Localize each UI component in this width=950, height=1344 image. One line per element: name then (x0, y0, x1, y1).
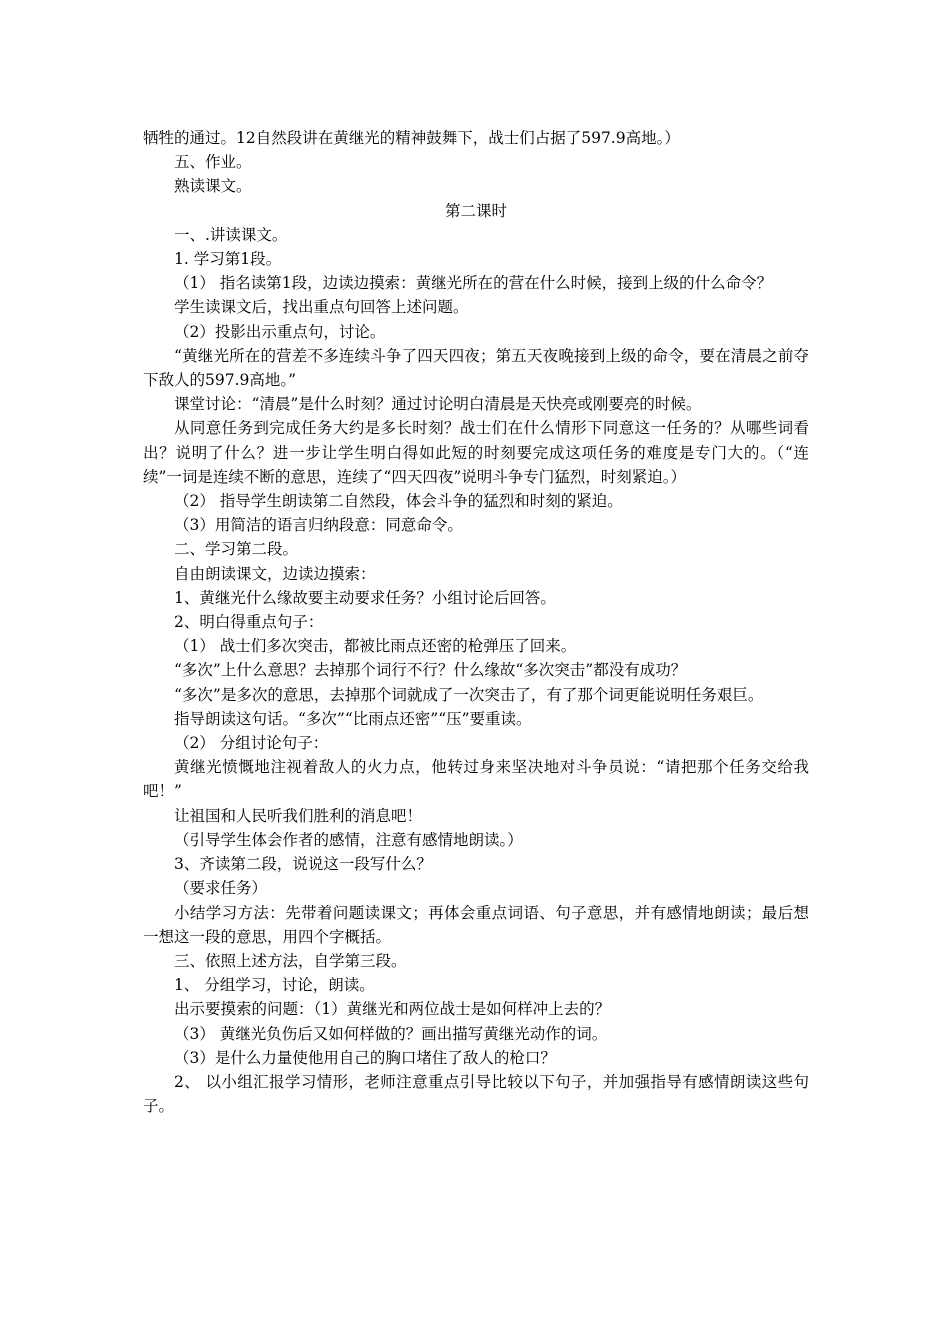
paragraph: （引导学生体会作者的感情，注意有感情地朗读。） (174, 830, 523, 849)
paragraph: “多次”是多次的意思，去掉那个词就成了一次突击了，有了那个词更能说明任务艰巨。 (174, 685, 764, 704)
paragraph: 一、.讲读课文。 (174, 225, 288, 244)
paragraph: 自由朗读课文，边读边摸索： (174, 564, 376, 583)
paragraph: 2、明白得重点句子： (174, 613, 324, 632)
document-body (143, 126, 809, 1118)
paragraph: 二、学习第二段。 (174, 540, 299, 559)
paragraph: 2、 以小组汇报学习情形，老师注意重点引导比较以下句子，并加强指导有感情朗读这些句子。 (143, 1072, 809, 1116)
paragraph: “黄继光所在的营差不多连续斗争了四天四夜；第五天夜晚接到上级的命令，要在清晨之前夺下敌人的597.9高地。” (143, 346, 809, 390)
paragraph: 黄继光愤慨地注视着敌人的火力点，他转过身来坚决地对斗争员说：“请把那个任务交给我吧！” (143, 758, 809, 801)
paragraph: 小结学习方法：先带着问题读课文；再体会重点词语、句子意思，并有感情地朗读；最后想一想这一段的意思，用四个字概括。 (143, 903, 809, 946)
paragraph: 让祖国和人民听我们胜利的消息吧！ (174, 806, 423, 825)
paragraph: 熟读课文。 (174, 177, 252, 196)
paragraph: 从同意任务到完成任务大约是多长时刻？战士们在什么情形下同意这一任务的？从哪些词看出？说明了什么？进一步让学生明白得如此短的时刻要完成这项任务的难度是专门大的。（“连续”一词是连续不断的意思，连续了“四天四夜”说明斗争专门猛烈，时刻紧迫。） (143, 419, 809, 486)
paragraph: （要求任务） (174, 879, 268, 898)
paragraph: 出示要摸索的问题：（1）黄继光和两位战士是如何样冲上去的？ (174, 1000, 611, 1019)
paragraph: （3）用简洁的语言归纳段意：同意命令。 (174, 516, 463, 535)
paragraph: 学生读课文后，找出重点句回答上述问题。 (174, 298, 469, 317)
paragraph: 3、齐读第二段，说说这一段写什么？ (174, 855, 432, 874)
paragraph: （1） 战士们多次突击，都被比雨点还密的枪弹压了回来。 (174, 637, 577, 656)
paragraph: （2） 指导学生朗读第二自然段，体会斗争的猛烈和时刻的紧迫。 (174, 492, 623, 511)
paragraph: 1、 分组学习，讨论，朗读。 (174, 976, 375, 995)
paragraph: 1. 学习第1段。 (174, 250, 282, 269)
paragraph: （2）投影出示重点句，讨论。 (174, 322, 386, 341)
paragraph: （1） 指名读第1段，边读边摸索：黄继光所在的营在什么时候，接到上级的什么命令？ (174, 274, 773, 293)
paragraph: 课堂讨论：“清晨”是什么时刻？通过讨论明白清晨是天快亮或刚要亮的时候。 (174, 395, 702, 414)
paragraph: （3） 黄继光负伤后又如何样做的？画出描写黄继光动作的词。 (174, 1024, 608, 1043)
paragraph: 三、依照上述方法，自学第三段。 (174, 951, 407, 970)
paragraph: （2） 分组讨论句子： (174, 734, 329, 753)
paragraph: 1、黄继光什么缘故要主动要求任务？小组讨论后回答。 (174, 588, 556, 607)
paragraph: 牺牲的通过。12自然段讲在黄继光的精神鼓舞下，战士们占据了597.9高地。） (143, 129, 680, 147)
paragraph: 五、作业。 (174, 153, 252, 172)
section-heading: 第二课时 (444, 201, 507, 220)
paragraph: （3）是什么力量使他用自己的胸口堵住了敌人的枪口？ (174, 1048, 556, 1067)
paragraph: “多次”上什么意思？去掉那个词行不行？什么缘故“多次突击”都没有成功？ (174, 661, 687, 680)
paragraph: 指导朗读这句话。“多次”“比雨点还密”“压”要重读。 (174, 709, 532, 728)
